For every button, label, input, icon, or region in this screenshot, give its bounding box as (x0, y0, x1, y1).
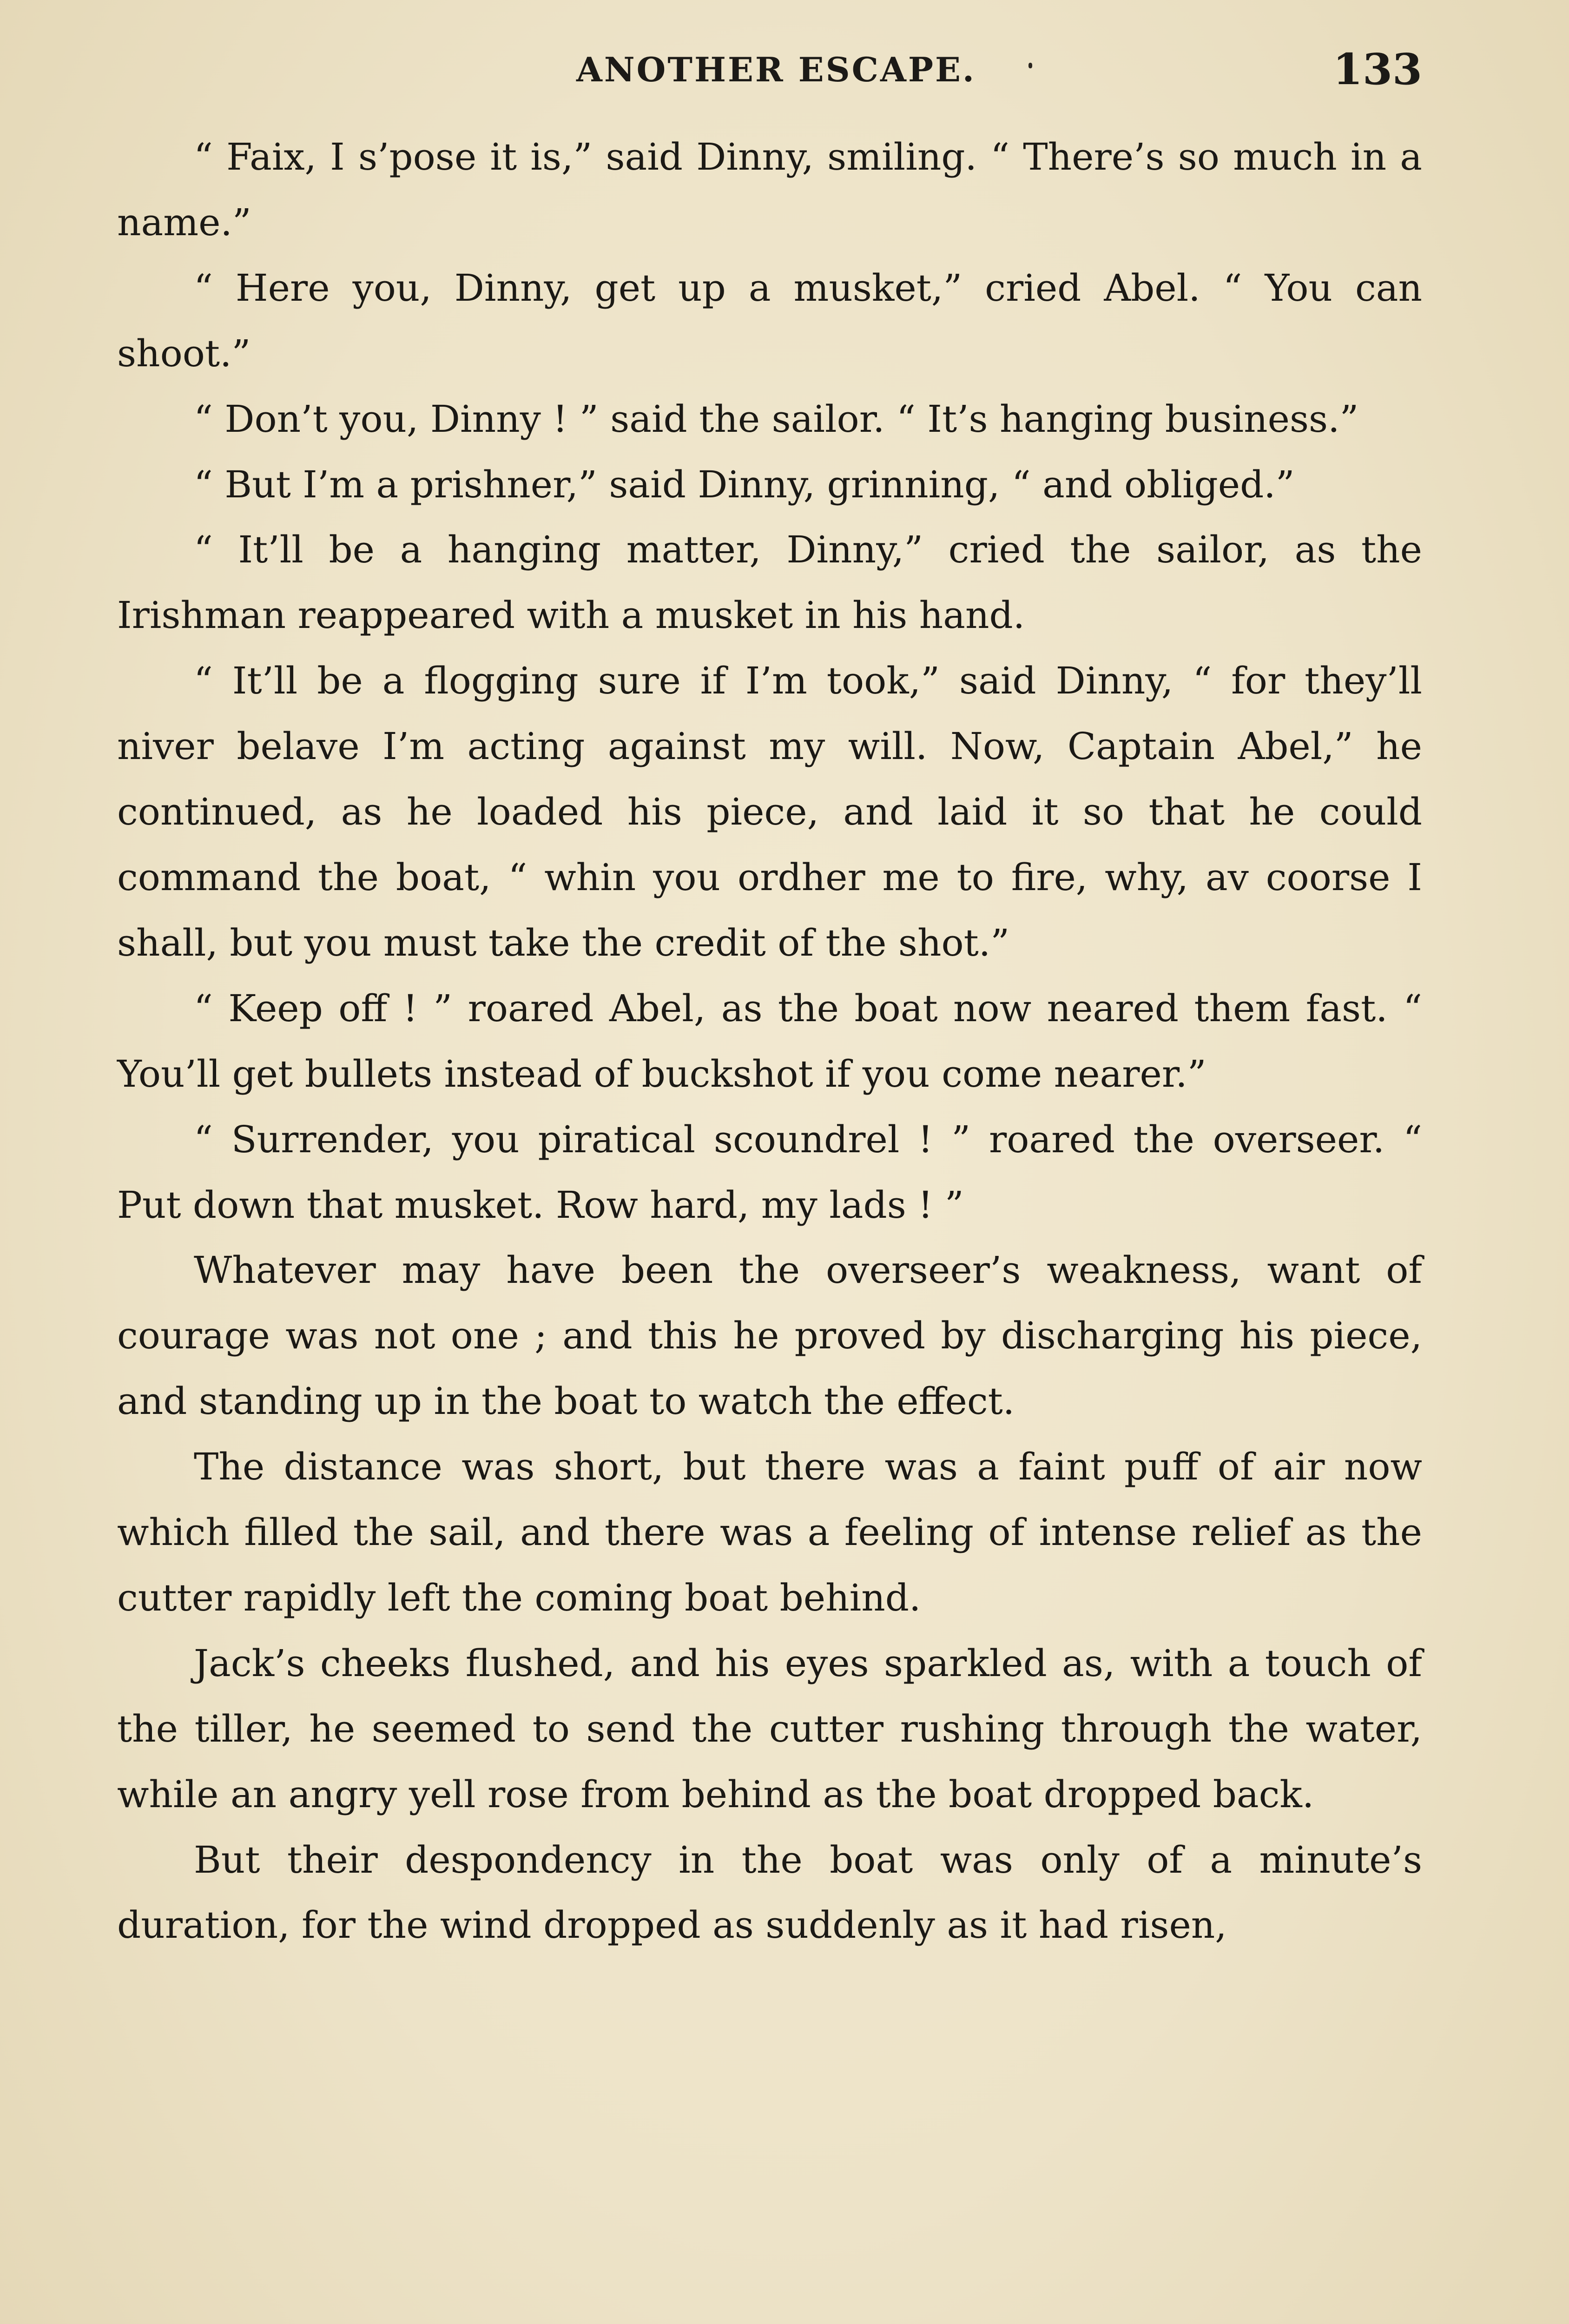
paragraph: The distance was short, but there was a faint puff of air now which filled the sail, and there was a feeling of intense relief as the cutter rapidly left the coming boat behind. (117, 1445, 1422, 1619)
body-text (117, 125, 1422, 1958)
page-number: 133 (1332, 44, 1422, 94)
paragraph: “ Don’t you, Dinny ! ” said the sailor. “ It’s hanging business.” (194, 397, 1359, 441)
paragraph: Jack’s cheeks flushed, and his eyes sparkled as, with a touch of the tiller, he seemed to send the cutter rushing through the water, while an angry yell rose from behind as the boat dropped back. (117, 1641, 1422, 1816)
paragraph: Whatever may have been the overseer’s weakness, want of courage was not one ; and this he proved by discharging his piece, and standing up in the boat to watch the effect. (117, 1248, 1422, 1423)
paragraph: “ Here you, Dinny, get up a musket,” cried Abel. “ You can shoot.” (117, 266, 1422, 375)
paragraph: “ Faix, I s’pose it is,” said Dinny, smiling. “ There’s so much in a name.” (117, 135, 1422, 244)
running-head (116, 44, 1422, 95)
paragraph: “ Surrender, you piratical scoundrel ! ” roared the overseer. “ Put down that musket. Row hard, my lads ! ” (117, 1117, 1422, 1227)
paragraph: But their despondency in the boat was only of a minute’s duration, for the wind dropped as suddenly as it had risen, (117, 1838, 1422, 1947)
paragraph: “ Keep off ! ” roared Abel, as the boat now neared them fast. “ You’ll get bullets instead of buckshot if you come nearer.” (117, 986, 1422, 1096)
paragraph: “ It’ll be a flogging sure if I’m took,” said Dinny, “ for they’ll niver belave I’m acting against my will. Now, Captain Abel,” he continued, as he loaded his piece, and laid it so that he could command the boat, “ whin you ordher me to fire, why, av coorse I shall, but you must take the credit of the shot.” (117, 659, 1422, 964)
paragraph: “ But I’m a prishner,” said Dinny, grinning, “ and obliged.” (194, 462, 1295, 506)
print-speck (1028, 63, 1032, 68)
paragraph: “ It’ll be a hanging matter, Dinny,” cried the sailor, as the Irishman reappeared with a musket in his hand. (117, 528, 1422, 637)
running-title: ANOTHER ESCAPE. (576, 50, 976, 89)
